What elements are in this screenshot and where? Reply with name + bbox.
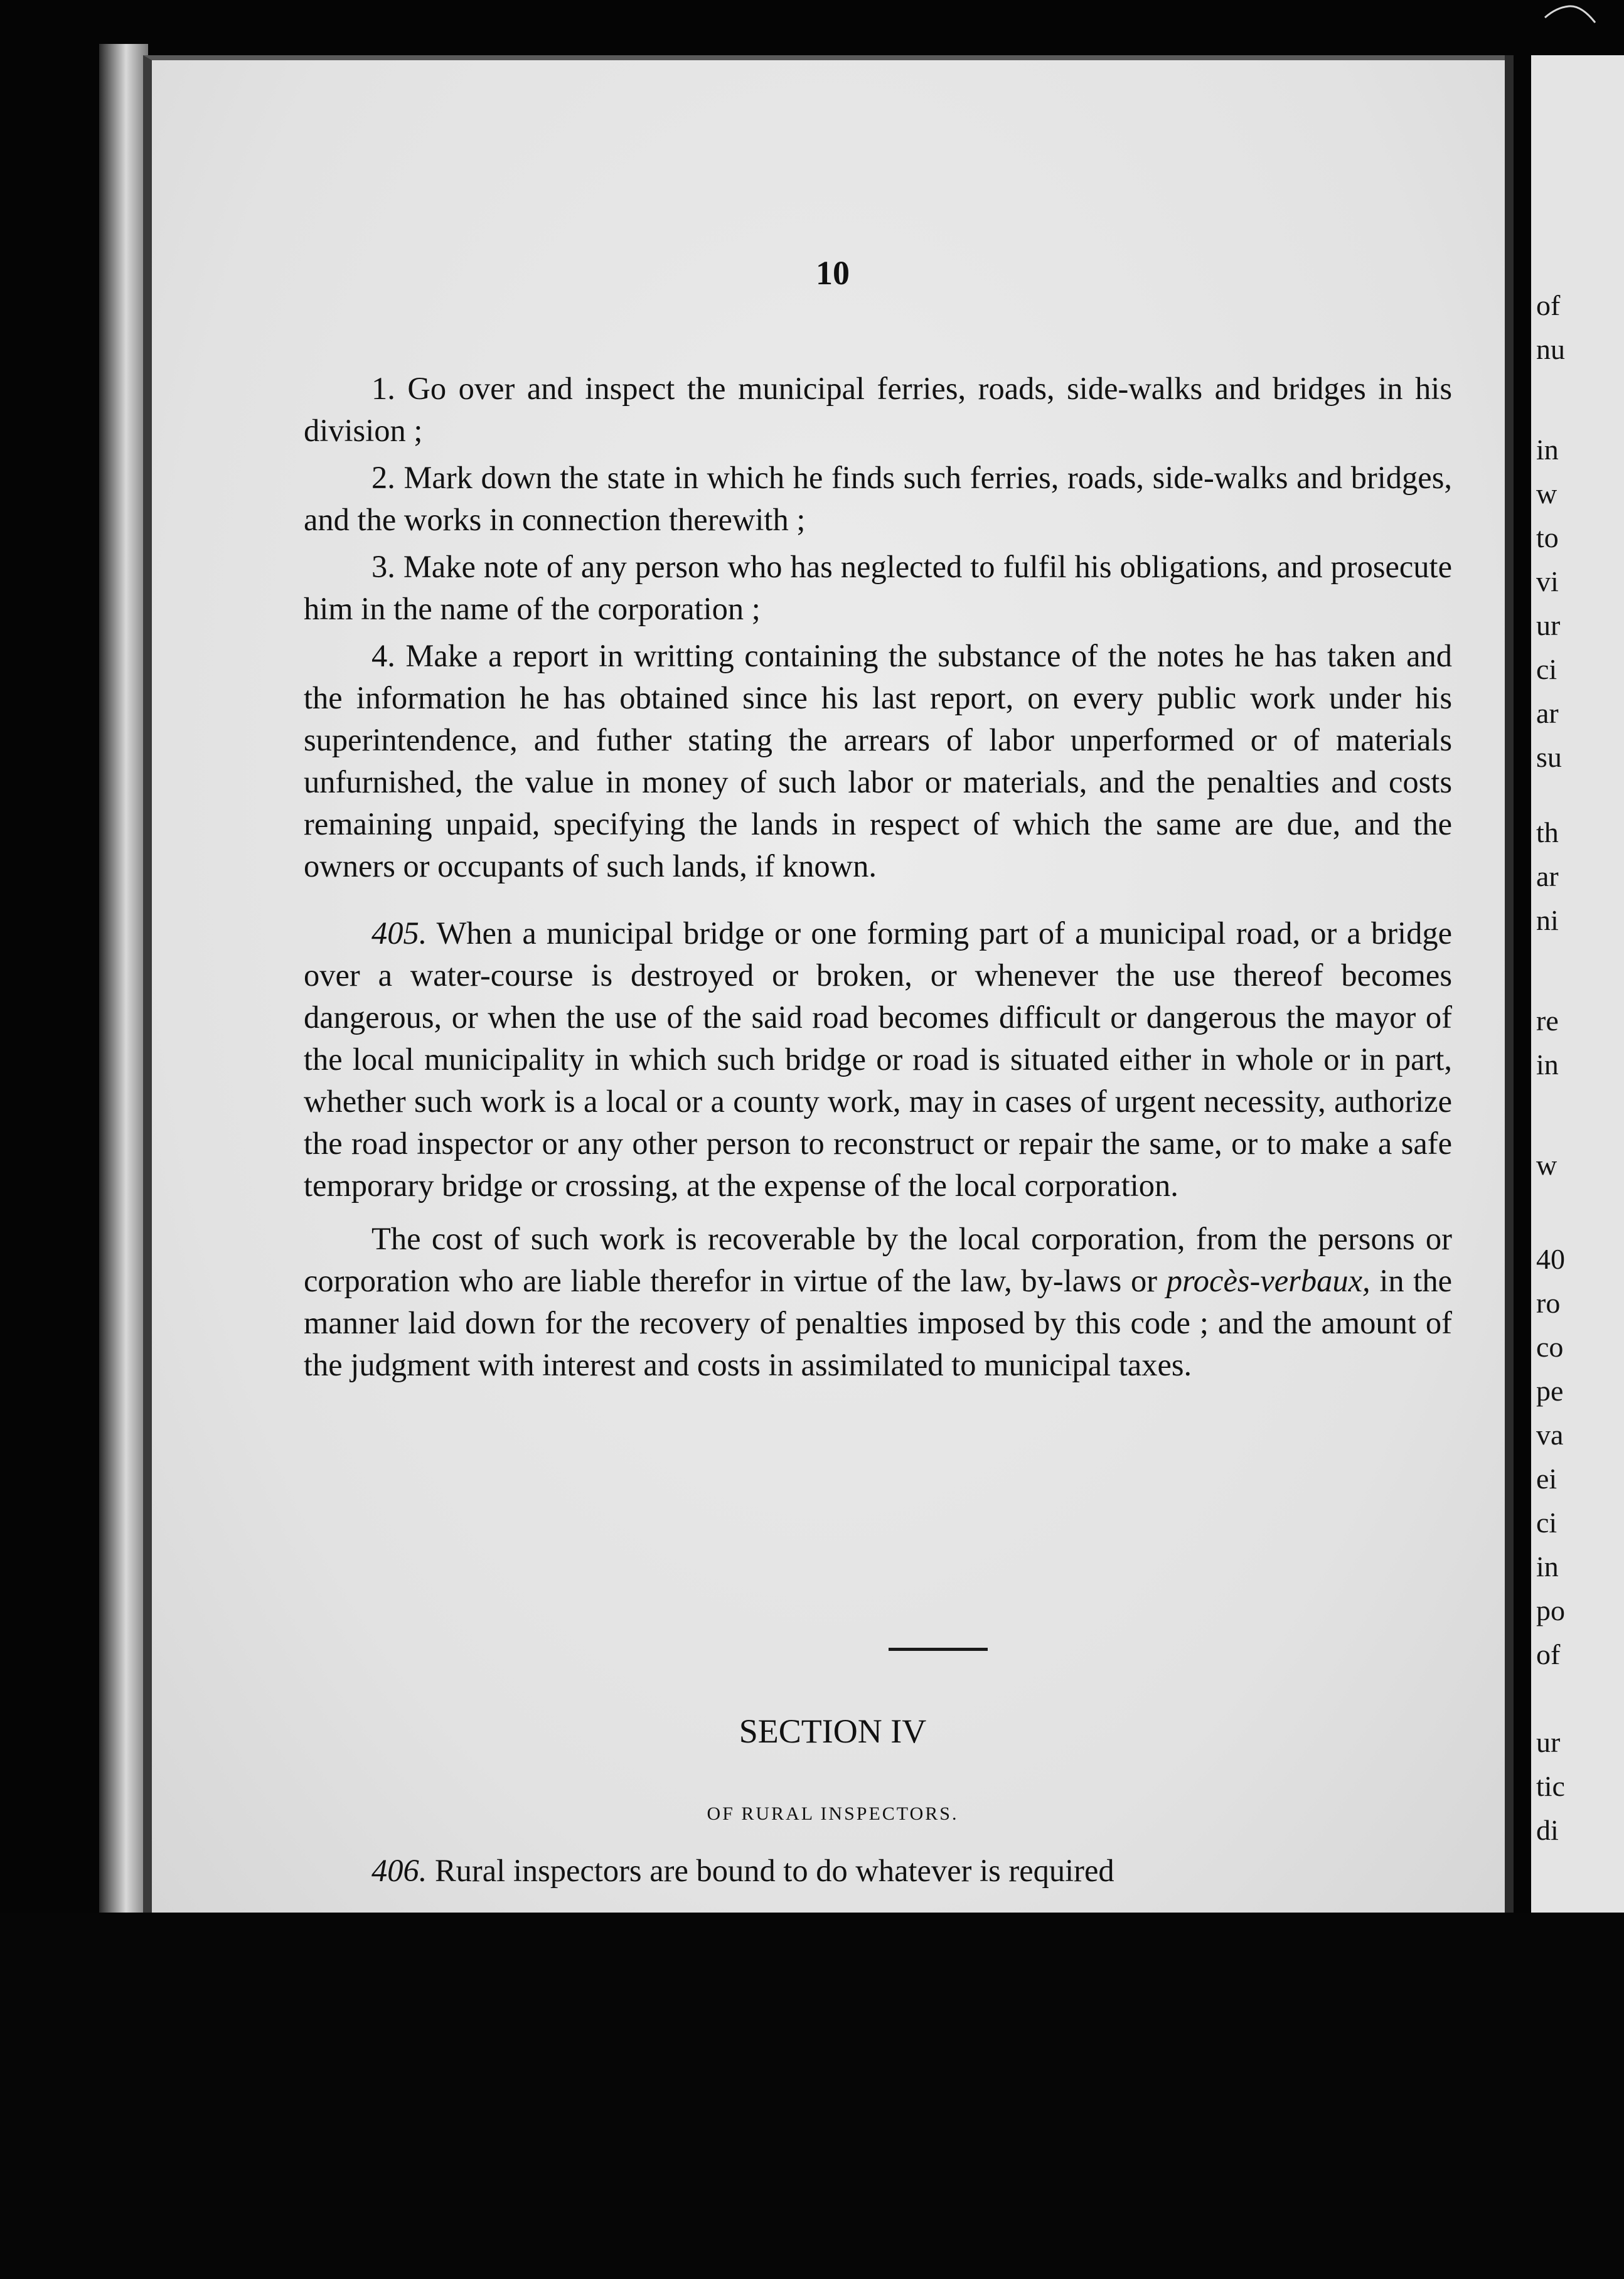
duties-list [304, 368, 1452, 1386]
adjacent-page-text: in [1536, 1550, 1559, 1582]
book-page [143, 55, 1505, 1913]
adjacent-page-text: th [1536, 816, 1559, 848]
scan-corner-mark [1544, 4, 1600, 29]
adjacent-page-text: ci [1536, 653, 1557, 685]
adjacent-page-text: pe [1536, 1375, 1564, 1407]
item-text: Make a report in writting containing the substance of the notes he has taken and the information he has obtained since his last report, on every public work under his superintendence, and futher stating the arrears of labor unperformed or of materials unfurnished, the value in money of such labor or materials, and the penalties and costs remaining unpaid, specifying the lands in respect of which the same are due, and the owners or occupants of such lands, if known. [304, 638, 1452, 883]
list-item [304, 635, 1452, 887]
article-text: Rural inspectors are bound to do whatever is required [435, 1853, 1114, 1888]
item-text: Go over and inspect the municipal ferries, roads, side-walks and bridges in his division ; [304, 371, 1452, 448]
adjacent-page-text: w [1536, 1149, 1557, 1181]
adjacent-page-text: ur [1536, 1726, 1561, 1758]
adjacent-page-text: ro [1536, 1287, 1561, 1319]
adjacent-page-text: of [1536, 1638, 1561, 1670]
adjacent-page-text: of [1536, 289, 1561, 321]
item-text: Make note of any person who has neglected to fulfil his obligations, and prosecute him in the name of the corporation ; [304, 549, 1452, 626]
adjacent-page-text: ar [1536, 697, 1559, 729]
article-number: 405. [371, 915, 427, 951]
book-spine [99, 44, 148, 1926]
adjacent-page-text: ni [1536, 904, 1559, 936]
list-item [304, 368, 1452, 452]
adjacent-page-text: va [1536, 1419, 1564, 1451]
page-number: 10 [816, 254, 850, 292]
adjacent-page-fragment [1531, 55, 1624, 2000]
page-shadow-edge [1505, 55, 1514, 1913]
article-text: When a municipal bridge or one forming part of a municipal road, or a bridge over a water-course is destroyed or broken, or whenever the use thereof becomes dangerous, or when the use of the said road becomes difficult or dangerous the mayor of the local municipality in which such bridge or road is situated either in whole or in part, whether such work is a local or a county work, may in cases of urgent necessity, authorize the road inspector or any other person to reconstruct or repair the same, or to make a safe temporary bridge or crossing, at the expense of the local corporation. [304, 915, 1452, 1203]
paragraph-text: in the manner laid down for the recovery of penalties imposed by this code ; and the amount of the judgment with interest and costs in assimilated to municipal taxes. [304, 1263, 1452, 1382]
adjacent-page-text: 40 [1536, 1243, 1565, 1275]
adjacent-page-text: di [1536, 1814, 1559, 1846]
article-406-paragraph [304, 1850, 1452, 1892]
scan-background [0, 1913, 1624, 2279]
item-number: 4. [371, 638, 395, 673]
adjacent-page-text: in [1536, 1049, 1559, 1081]
adjacent-page-text: ar [1536, 860, 1559, 892]
item-text: Mark down the state in which he finds such ferries, roads, side-walks and bridges, and the works in connection therewith ; [304, 460, 1452, 537]
adjacent-page-text: ur [1536, 609, 1561, 641]
paragraph-text: The cost of such work is recoverable by the local corporation, from the persons or corporation who are liable therefor in virtue of the law, by-laws or [304, 1221, 1452, 1298]
list-item [304, 546, 1452, 630]
italic-term: procès-verbaux, [1166, 1263, 1370, 1298]
article-405-paragraph-2 [304, 1218, 1452, 1386]
adjacent-page-text: vi [1536, 565, 1559, 597]
adjacent-page-text: ci [1536, 1507, 1557, 1539]
article-number: 406. [371, 1853, 427, 1888]
adjacent-page-text: in [1536, 434, 1559, 466]
section-title: SECTION IV [739, 1712, 927, 1750]
item-number: 2. [371, 460, 395, 495]
article-406 [304, 1850, 1452, 1892]
adjacent-page-text: re [1536, 1005, 1559, 1037]
adjacent-page-text: ei [1536, 1463, 1557, 1495]
item-number: 3. [371, 549, 395, 584]
adjacent-page-text: to [1536, 521, 1559, 553]
section-subtitle: OF RURAL INSPECTORS. [707, 1803, 959, 1824]
adjacent-page-text: su [1536, 741, 1562, 773]
adjacent-page-text: co [1536, 1331, 1564, 1363]
adjacent-page-text: nu [1536, 333, 1565, 365]
adjacent-page-text: w [1536, 478, 1557, 510]
item-number: 1. [371, 371, 395, 406]
list-item [304, 457, 1452, 541]
adjacent-page-text: po [1536, 1594, 1565, 1626]
section-divider [889, 1648, 988, 1651]
article-405 [304, 912, 1452, 1207]
adjacent-page-text: tic [1536, 1770, 1565, 1802]
